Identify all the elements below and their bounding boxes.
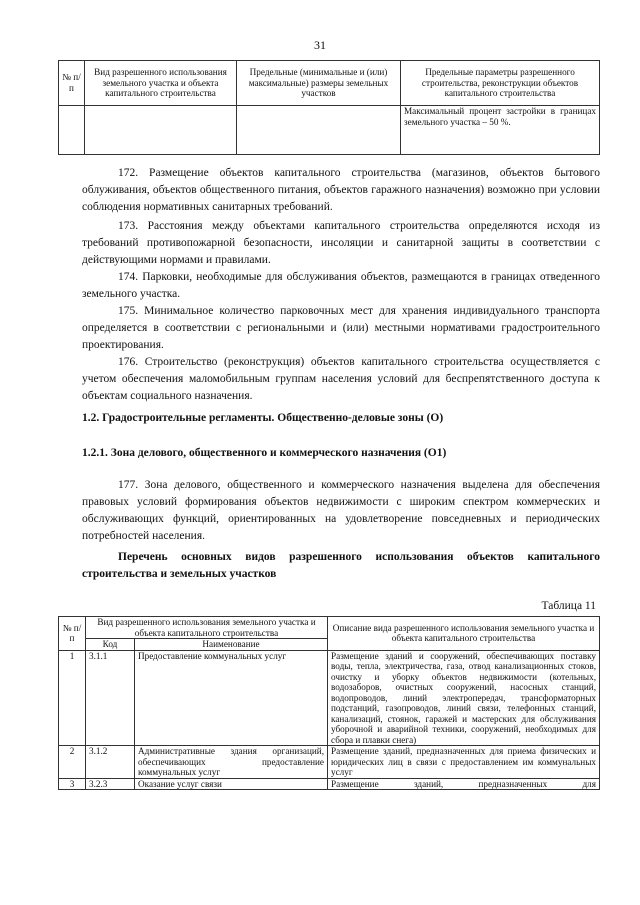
paragraph-176: 176. Строительство (реконструкция) объектов капитального строительства осуществляется с учетом обеспечения маломобильным группам населения условий для беспрепятственного доступа к объектам социального назначения. [82,356,600,402]
row-num: 1 [59,650,86,746]
paragraph-174: 174. Парковки, необходимые для обслуживания объектов, размещаются в границах отведенного земельного участка. [82,271,600,300]
table-cell [85,106,237,155]
list-title: Перечень основных видов разрешенного использования объектов капитального строительства и земельных участков [82,551,600,580]
header-use-group: Вид разрешенного использования земельного участка и объекта капитального строительства [86,617,328,639]
table-cell [59,106,85,155]
main-table-header-row-1 [59,617,600,639]
paragraph-175: 175. Минимальное количество парковочных мест для хранения индивидуального транспорта определяется в соответствии с региональными и (или) местными нормативами градостроительного проектирования. [82,305,600,351]
table-cell: Максимальный процент застройки в границах земельного участка – 50 %. [401,106,600,155]
table-row [59,650,600,746]
main-table [58,616,600,790]
table-cell [237,106,401,155]
row-code: 3.1.1 [86,650,135,746]
paragraph-177: 177. Зона делового, общественного и коммерческого назначения выделена для обеспечения правовых условий формирования объектов недвижимости с широким спектром коммерческих и обслуживающих функций, ориентированных на удовлетворение повседневных и периодических потребностей населения. [82,479,600,542]
table-row [59,746,600,779]
header-use-type: Вид разрешенного использования земельного участка и объекта капитального строительства [85,61,237,106]
row-name: Предоставление коммунальных услуг [135,650,328,746]
row-num: 2 [59,746,86,779]
row-num: 3 [59,778,86,790]
header-num: № п/п [59,61,85,106]
header-code: Код [86,639,135,651]
paragraph-172: 172. Размещение объектов капитального строительства (магазинов, объектов бытового облуживания, объектов общественного питания, объектов гаражного назначения) возможно при условии соблюдения нормативных санитарных требований. [82,167,600,213]
header-num: № п/п [59,617,86,651]
table-row [59,778,600,790]
table-row [59,106,600,155]
row-name: Оказание услуг связи [135,778,328,790]
heading-1-2: 1.2. Градостроительные регламенты. Общественно-деловые зоны (О) [82,412,444,424]
heading-1-2-1: 1.2.1. Зона делового, общественного и коммерческого назначения (О1) [82,447,447,459]
page-number: 31 [314,38,326,52]
row-description: Размещение зданий, предназначенных для [328,778,600,790]
row-description: Размещение зданий, предназначенных для приема физических и юридических лиц в связи с предоставлением им коммунальных услуг [328,746,600,779]
table-caption: Таблица 11 [541,600,596,612]
top-table-header [59,61,600,106]
header-name: Наименование [135,639,328,651]
header-plot-size: Предельные (минимальные и (или) максимальные) размеры земельных участков [237,61,401,106]
row-description: Размещение зданий и сооружений, обеспечивающих поставку воды, тепла, электричества, газа, отвод канализационных стоков, очистку и уборку объектов недвижимости (котельных, водозаборов, очистных сооружений, насосных станций, водопроводов, линий электропередач, трансформаторных подстанций, газопроводов, линий связи, телефонных станций, канализаций, стоянок, гаражей и мастерских для обслуживания уборочной и аварийной техники, сооружений, необходимых для сбора и плавки снега) [328,650,600,746]
row-code: 3.1.2 [86,746,135,779]
header-params: Предельные параметры разрешенного строительства, реконструкции объектов капитального строительства [401,61,600,106]
row-code: 3.2.3 [86,778,135,790]
paragraph-173: 173. Расстояния между объектами капитального строительства определяются исходя из требований противопожарной безопасности, инсоляции и санитарной защиты в соответствии с действующими нормами и правилами. [82,220,600,266]
header-description: Описание вида разрешенного использования земельного участка и объекта капитального строительства [328,617,600,651]
top-table [58,60,600,155]
row-name: Административные здания организаций, обеспечивающих предоставление коммунальных услуг [135,746,328,779]
